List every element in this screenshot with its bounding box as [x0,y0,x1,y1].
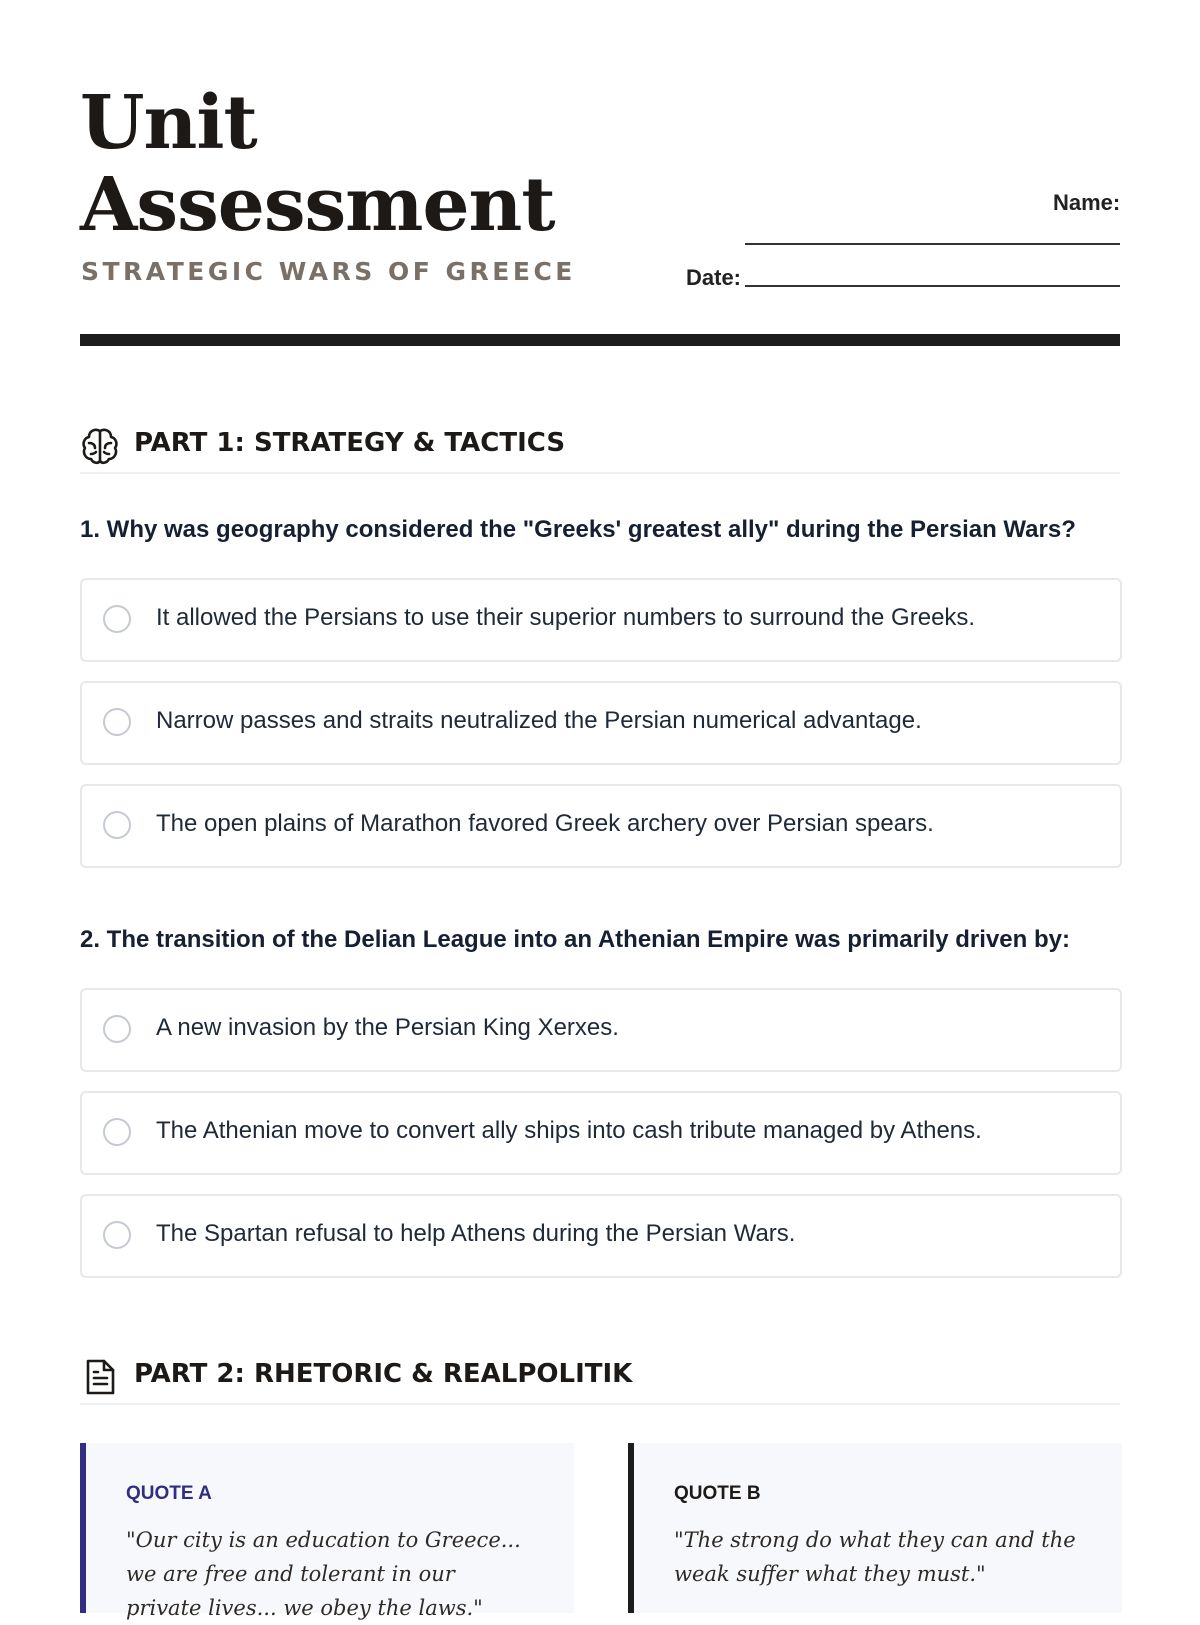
part1-title: PART 1: STRATEGY & TACTICS [134,428,566,458]
quote-b-card [628,1443,1122,1613]
page-subtitle: STRATEGIC WARS OF GREECE [81,257,576,286]
quote-b-label: QUOTE B [674,1483,761,1504]
option-text: The open plains of Marathon favored Greek archery over Persian spears. [156,810,934,837]
radio-button[interactable] [103,605,131,633]
quote-a-label: QUOTE A [126,1483,212,1504]
date-label: Date: [686,265,742,290]
question-1: 1. Why was geography considered the "Greeks' greatest ally" during the Persian Wars? [80,516,1076,543]
title-line-1: Unit [80,80,257,166]
question-2: 2. The transition of the Delian League into an Athenian Empire was primarily driven by: [80,926,1070,953]
option-text: The Spartan refusal to help Athens during the Persian Wars. [156,1220,796,1247]
q1-option-b[interactable] [80,681,1122,765]
quote-a-card [80,1443,574,1620]
part1-header [80,426,1120,474]
quote-a-text: "Our city is an education to Greece... we are free and tolerant in our private lives... we obey the laws." [126,1528,521,1620]
radio-button[interactable] [103,1015,131,1043]
radio-button[interactable] [103,811,131,839]
radio-button[interactable] [103,1221,131,1249]
date-field[interactable] [745,285,1120,287]
option-text: It allowed the Persians to use their superior numbers to surround the Greeks. [156,604,976,631]
page-title [80,82,555,246]
header-divider [80,334,1120,346]
q1-option-a[interactable] [80,578,1122,662]
option-text: A new invasion by the Persian King Xerxes. [156,1014,619,1041]
name-field[interactable] [745,243,1120,245]
radio-button[interactable] [103,708,131,736]
option-text: The Athenian move to convert ally ships into cash tribute managed by Athens. [156,1117,982,1144]
brain-icon [80,426,120,466]
q2-option-a[interactable] [80,988,1122,1072]
q2-option-c[interactable] [80,1194,1122,1278]
q1-option-c[interactable] [80,784,1122,868]
part2-header [80,1357,1120,1405]
document-icon [80,1357,120,1397]
name-label: Name: [1053,190,1121,215]
title-line-2: Assessment [80,162,555,248]
q2-option-b[interactable] [80,1091,1122,1175]
part2-title: PART 2: RHETORIC & REALPOLITIK [134,1359,633,1389]
quote-b-text: "The strong do what they can and the weak suffer what they must." [674,1528,1076,1586]
option-text: Narrow passes and straits neutralized the Persian numerical advantage. [156,707,922,734]
radio-button[interactable] [103,1118,131,1146]
